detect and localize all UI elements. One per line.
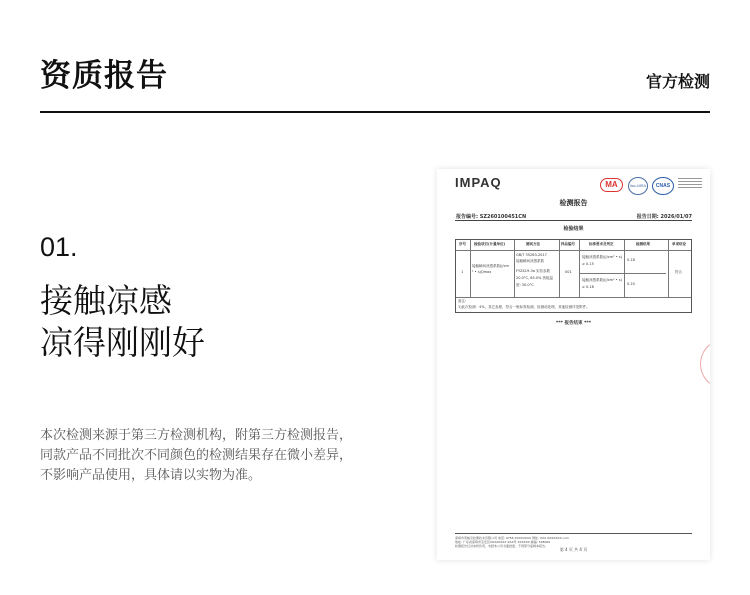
description-line-1: 本次检测来源于第三方检测机构，附第三方检测报告，: [40, 428, 353, 443]
row-index: 1: [461, 270, 464, 274]
description: [40, 426, 352, 486]
row-method-line-1: GB/T 35263-2017: [516, 253, 547, 257]
row-method-line-2: 接触瞬间凉感系数: [516, 259, 544, 263]
table-header-standard: 标准要求及判定: [589, 242, 614, 246]
header-tag: 官方检测: [645, 72, 710, 91]
headline-line-1: 接触凉感: [40, 281, 172, 320]
row-sample: 001: [565, 270, 572, 274]
ilac-mra-cert-icon: ilac-MRA: [628, 177, 648, 195]
table-note-label: 备注:: [458, 299, 467, 303]
report-divider: [455, 220, 692, 221]
row-item-line-2: ² • s)Qmax: [472, 270, 492, 274]
header-divider: [40, 111, 710, 113]
report-footer: [455, 533, 692, 548]
table-note: 1)此次检测：4%，其它参照，符合一般标准检测，检测前处理，其他检测详见附件。: [458, 305, 590, 309]
cma-cert-icon: MA: [600, 178, 623, 192]
results-title: 检验结果: [563, 226, 584, 232]
row-conclusion: 符合: [675, 270, 682, 274]
cnas-cert-icon: CNAS: [652, 177, 674, 195]
footer-line-2: 地址: 广东省深圳市宝安区XXXXXXXX XXX号 XXXXXX 邮编: 518000: [455, 540, 551, 544]
lab-seal-stamp: [700, 341, 710, 387]
row-result-2: 0.20: [627, 282, 635, 286]
table-header-result: 检测结果: [636, 242, 650, 246]
section-number: 01.: [40, 232, 78, 262]
table-header-index: 序号: [459, 242, 466, 246]
report-date: 报告日期: 2026/01/07: [636, 214, 692, 220]
test-report-document: [437, 169, 710, 560]
page-title: 资质报告: [40, 58, 168, 94]
footer-line-3: 检测报告仅对来样负责，未经本公司书面批准，不得部分复制本报告。: [455, 544, 549, 548]
row-result-1: 0.18: [627, 258, 635, 262]
row-standard-1-line-2: ≥ 0.15: [582, 262, 594, 266]
description-line-2: 同款产品不同批次不同颜色的检测结果存在微小差异，: [40, 448, 353, 463]
report-title: 检测报告: [559, 199, 588, 207]
headline: [40, 280, 205, 364]
table-header-sample: 样品编号: [561, 242, 575, 246]
row-method-line-5: 度: 30.0°C: [516, 283, 534, 287]
report-page-number: 第 4 页 共 4 页: [559, 547, 588, 552]
table-header-conclusion: 单项结论: [672, 242, 686, 246]
row-item-line-1: 接触瞬间凉感系数(J/cm: [472, 264, 509, 268]
row-standard-2-line-2: ≥ 0.18: [582, 285, 594, 289]
lab-logo: IMPAQ: [455, 175, 502, 190]
row-method-line-3: FYZ419-3a 实验参数: [516, 269, 550, 273]
table-header-method: 测试方法: [526, 242, 540, 246]
cert-number-lines: [678, 178, 702, 190]
row-method-line-4: 20.0°C, 65.0% 热板温: [516, 276, 553, 280]
report-number: 报告编号: SZ260100451CN: [456, 214, 527, 220]
table-header-item: 检验项目(计量单位): [474, 242, 506, 246]
report-end-mark: *** 报告结束 ***: [555, 321, 592, 326]
footer-line-1: 深圳市英帕克检测技术有限公司 电话: 0755-XXXXXXXX 网址: XXX.XXXXXXX.com: [455, 536, 569, 540]
description-line-3: 不影响产品使用，具体请以实物为准。: [40, 468, 262, 483]
headline-line-2: 凉得刚刚好: [40, 323, 205, 362]
row-standard-2-line-1: 接触凉感系数/(J/cm² • s): [582, 278, 622, 282]
results-table: [455, 239, 692, 313]
row-standard-1-line-1: 接触凉感系数/(J/cm² • s): [582, 255, 622, 259]
